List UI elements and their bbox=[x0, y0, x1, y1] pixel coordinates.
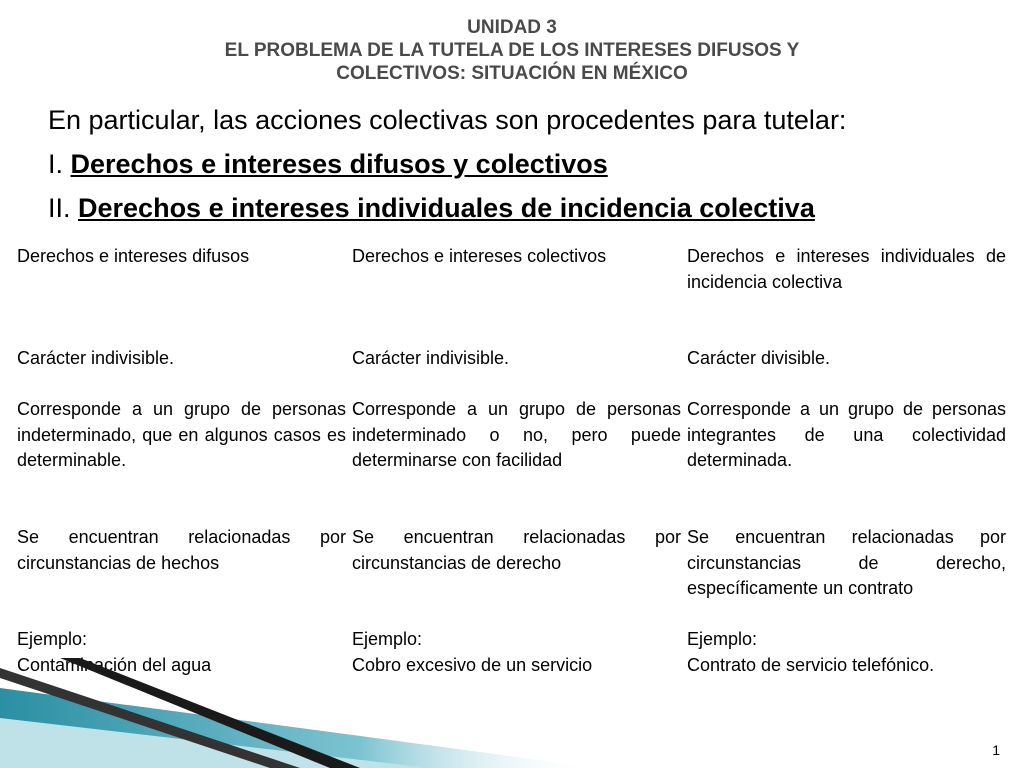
group-difusos: Corresponde a un grupo de personas indeterminado, que en algunos casos es determinable. bbox=[17, 399, 346, 470]
unit-title: UNIDAD 3 bbox=[467, 17, 557, 38]
relation-individuales: Se encuentran relacionadas por circunstancias de derecho, específicamente un contrato bbox=[687, 527, 1006, 598]
example-label: Ejemplo: bbox=[352, 629, 423, 649]
character-individuales: Carácter divisible. bbox=[687, 348, 831, 368]
character-colectivos: Carácter indivisible. bbox=[352, 348, 510, 368]
intro-block bbox=[48, 100, 1008, 232]
item-2-prefix: II. bbox=[48, 193, 79, 223]
intro-item-1 bbox=[48, 144, 1008, 188]
example-individuales bbox=[687, 627, 1012, 678]
example-text: Cobro excesivo de un servicio bbox=[352, 654, 593, 675]
column-heading-individuales: Derechos e intereses individuales de incidencia colectiva bbox=[687, 246, 1006, 292]
intro-text: En particular, las acciones colectivas son procedentes para tutelar: bbox=[48, 105, 847, 135]
example-label: Ejemplo: bbox=[687, 629, 758, 649]
slide-header bbox=[0, 16, 1024, 85]
relation-colectivos: Se encuentran relacionadas por circunstancias de derecho bbox=[352, 527, 681, 573]
item-1-prefix: I. bbox=[48, 149, 71, 179]
topic-title-line-1: EL PROBLEMA DE LA TUTELA DE LOS INTERESES DIFUSOS Y bbox=[224, 40, 800, 61]
example-label: Ejemplo: bbox=[17, 629, 88, 649]
group-individuales: Corresponde a un grupo de personas integrantes de una colectividad determinada. bbox=[687, 399, 1006, 470]
example-text: Contaminación del agua bbox=[17, 654, 212, 675]
item-2-text: Derechos e intereses individuales de incidencia colectiva bbox=[78, 193, 815, 223]
intro-item-2 bbox=[48, 188, 1008, 232]
example-text: Contrato de servicio telefónico. bbox=[687, 654, 935, 675]
relation-difusos: Se encuentran relacionadas por circunstancias de hechos bbox=[17, 527, 346, 573]
comparison-table bbox=[17, 244, 1012, 678]
page-number: 1 bbox=[992, 742, 1000, 758]
decorative-swoosh bbox=[0, 658, 620, 768]
column-heading-colectivos: Derechos e intereses colectivos bbox=[352, 246, 607, 266]
column-heading-difusos: Derechos e intereses difusos bbox=[17, 246, 250, 266]
topic-title-line-2: COLECTIVOS: SITUACIÓN EN MÉXICO bbox=[336, 63, 688, 84]
group-colectivos: Corresponde a un grupo de personas indeterminado o no, pero puede determinarse con facilidad bbox=[352, 399, 681, 470]
item-1-text: Derechos e intereses difusos y colectivos bbox=[70, 149, 608, 179]
character-difusos: Carácter indivisible. bbox=[17, 348, 175, 368]
